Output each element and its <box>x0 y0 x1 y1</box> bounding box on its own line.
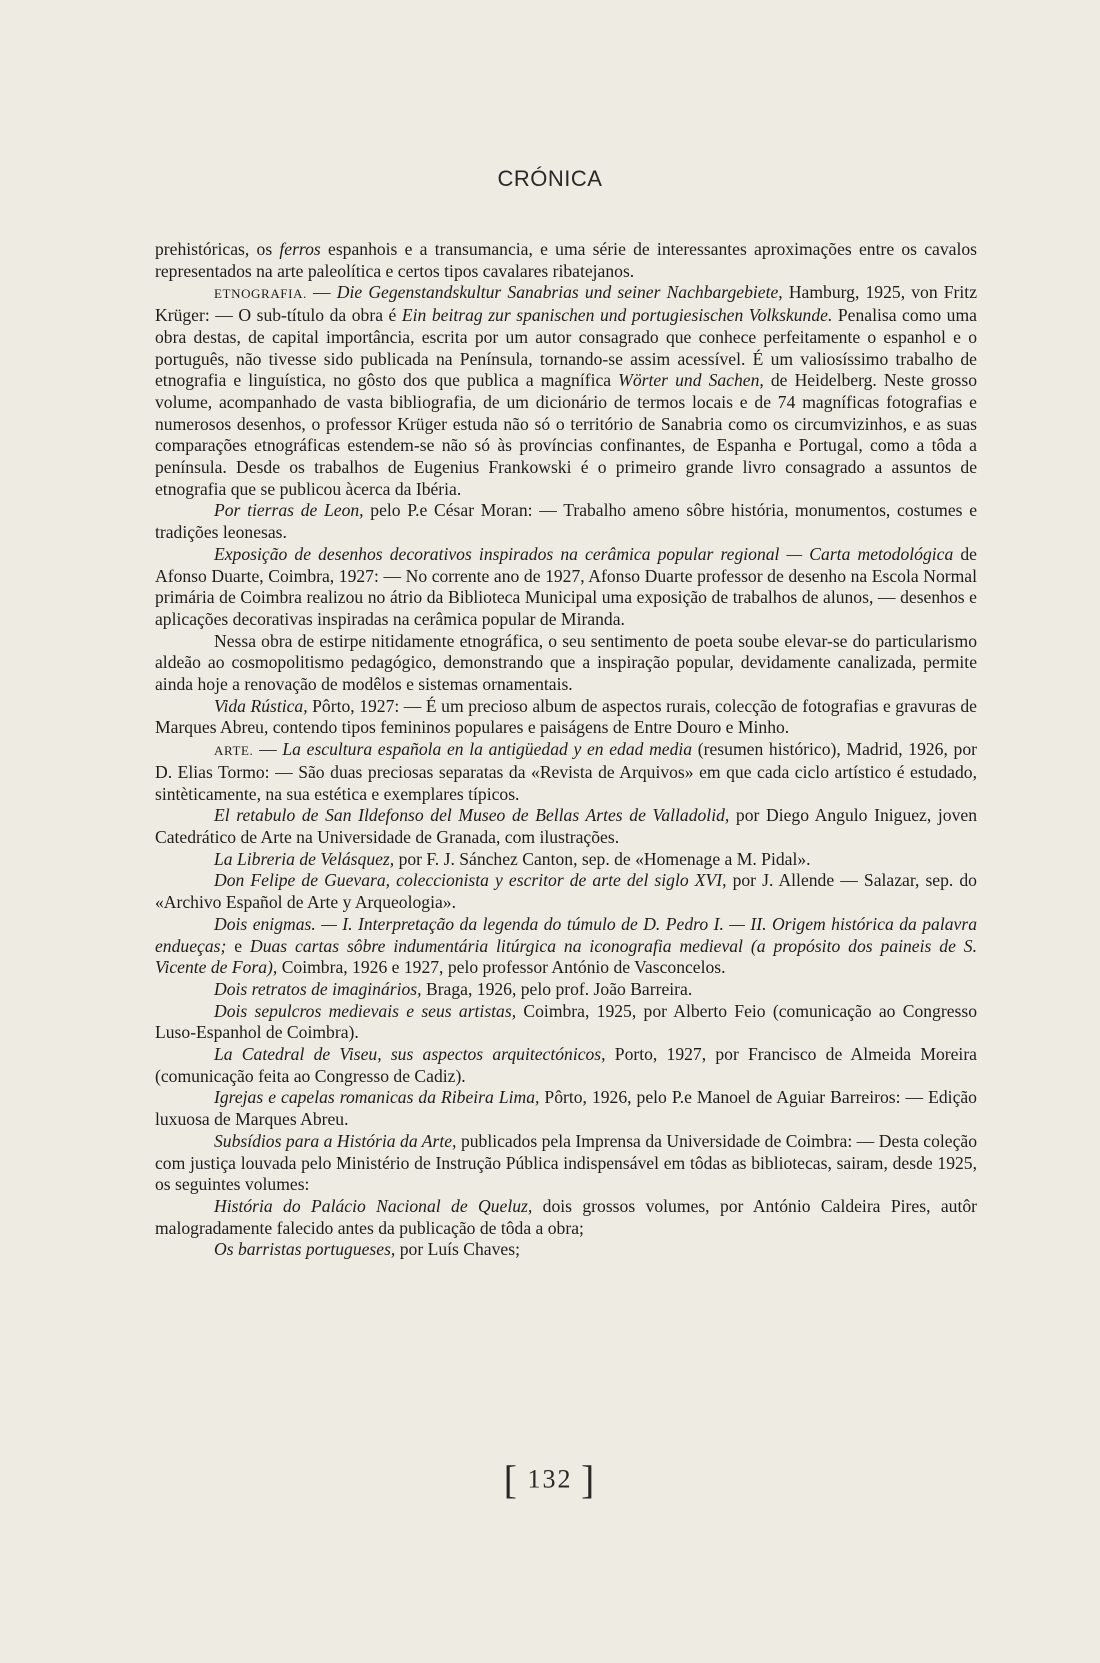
paragraph: Por tierras de Leon, pelo P.e César Moran: — Trabalho ameno sôbre história, monumentos, costumes e tradições leonesas. <box>155 500 978 543</box>
bracket-left: [ <box>503 1457 519 1502</box>
paragraph: Os barristas portugueses, por Luís Chaves; <box>214 1239 520 1260</box>
paragraph: Dois sepulcros medievais e seus artistas, Coimbra, 1925, por Alberto Feio (comunicação ao Congresso Luso-Espanhol de Coimbra). <box>155 1000 977 1043</box>
section-label: ETNOGRAFIA. <box>214 286 307 302</box>
page-title: CRÓNICA <box>497 166 603 191</box>
paragraph: La Catedral de Viseu, sus aspectos arquitectónicos, Porto, 1927, por Francisco de Almeida Moreira (comunicação feita ao Congresso de Cadiz). <box>155 1044 977 1086</box>
page-number-value: 132 <box>527 1464 573 1494</box>
page-number <box>0 1456 1100 1503</box>
paragraph: Subsídios para a História da Arte, publicados pela Imprensa da Universidade de Coimbra: — Desta coleção com justiça louvada pelo Ministério de Instrução Pública indispensável em tôdas as bibliotecas, sairam, desde 1925, os seguintes volumes: <box>155 1130 977 1195</box>
paragraph: prehistóricas, os ferros espanhois e a transumancia, e uma série de interessantes aproximações entre os cavalos representados na arte paleolítica e certos tipos cavalares ribatejanos. <box>155 239 977 281</box>
bracket-right: ] <box>581 1457 597 1502</box>
paragraph: Nessa obra de estirpe nitidamente etnográfica, o seu sentimento de poeta soube elevar-se do particularismo aldeão ao cosmopolitismo pedagógico, demonstrando que a inspiração popular, devidamente canalizada, permite ainda hoje a renovação de modêlos e sistemas ornamentais. <box>155 630 977 695</box>
paragraph-etnografia: ETNOGRAFIA. — Die Gegenstandskultur Sanabrias und seiner Nachbargebiete, Hamburg, 1925, von Fritz Krüger: — O sub-título da obra é Ein beitrag zur spanischen und portugiesischen Volkskunde. Penalisa como uma obra destas, de capital importância, escrita por um autor consagrado que conhece perfeitamente o espanhol e o português, não tivesse sido publicada na Península, tornando-se assim acessível. É um valiosíssimo trabalho de etnografia e linguística, no gôsto dos que publica a magnífica Wörter und Sachen, de Heidelberg. Neste grosso volume, acompanhado de vasta bibliografia, de um dicionário de termos locais e de 74 magníficas fotografias e numerosos desenhos, o professor Krüger estuda não só o território de Sanabria como os circumvizinhos, e as suas comparações etnográficas estendem-se não só às províncias confinantes, de Espanha e Portugal, como a tôda a península. Desde os trabalhos de Eugenius Frankowski é o primeiro grande livro consagrado a assuntos de etnografia que se publicou àcerca da Ibéria. <box>155 282 978 499</box>
paragraph: Exposição de desenhos decorativos inspirados na cerâmica popular regional — Carta metodológica de Afonso Duarte, Coimbra, 1927: — No corrente ano de 1927, Afonso Duarte professor de desenho na Escola Normal primária de Coimbra realizou no átrio da Biblioteca Municipal uma exposição de trabalhos de alunos, — desenhos e aplicações decorativas inspiradas na cerâmica popular de Miranda. <box>155 543 977 629</box>
paragraph: Don Felipe de Guevara, coleccionista y escritor de arte del siglo XVI, por J. Allende — Salazar, sep. do «Archivo Español de Arte y Arqueologia». <box>155 870 977 913</box>
page-body <box>155 239 977 1261</box>
paragraph: Igrejas e capelas romanicas da Ribeira Lima, Pôrto, 1926, pelo P.e Manoel de Aguiar Barreiros: — Edição luxuosa de Marques Abreu. <box>155 1087 977 1130</box>
paragraph: Dois retratos de imaginários, Braga, 1926, pelo prof. João Barreira. <box>214 978 693 999</box>
paragraph: El retabulo de San Ildefonso del Museo de Bellas Artes de Valladolid, por Diego Angulo Iniguez, joven Catedrático de Arte na Universidade de Granada, com ilustrações. <box>155 805 977 847</box>
paragraph: Vida Rústica, Pôrto, 1927: — É um precioso album de aspectos rurais, colecção de fotografias e gravuras de Marques Abreu, contendo tipos femininos populares e paiságens de Entre Douro e Minho. <box>155 695 977 738</box>
paragraph: La Libreria de Velásquez, por F. J. Sánchez Canton, sep. de «Homenage a M. Pidal». <box>214 848 811 869</box>
paragraph-arte: ARTE. — La escultura española en la antigüedad y en edad media (resumen histórico), Madrid, 1926, por D. Elias Tormo: — São duas preciosas separatas da «Revista de Arquivos» em que cada ciclo artístico é estudado, sintèticamente, na sua estética e exemplares típicos. <box>155 739 978 804</box>
paragraph: História do Palácio Nacional de Queluz, dois grossos volumes, por António Caldeira Pires, autôr malogradamente falecido antes da publicação de tôda a obra; <box>155 1195 977 1238</box>
paragraph: Dois enigmas. — I. Interpretação da legenda do túmulo de D. Pedro I. — II. Origem histórica da palavra endueças; e Duas cartas sôbre indumentária litúrgica na iconografia medieval (a propósito dos paineis de S. Vicente de Fora), Coimbra, 1926 e 1927, pelo professor António de Vasconcelos. <box>155 913 977 978</box>
section-label: ARTE. <box>214 743 254 759</box>
